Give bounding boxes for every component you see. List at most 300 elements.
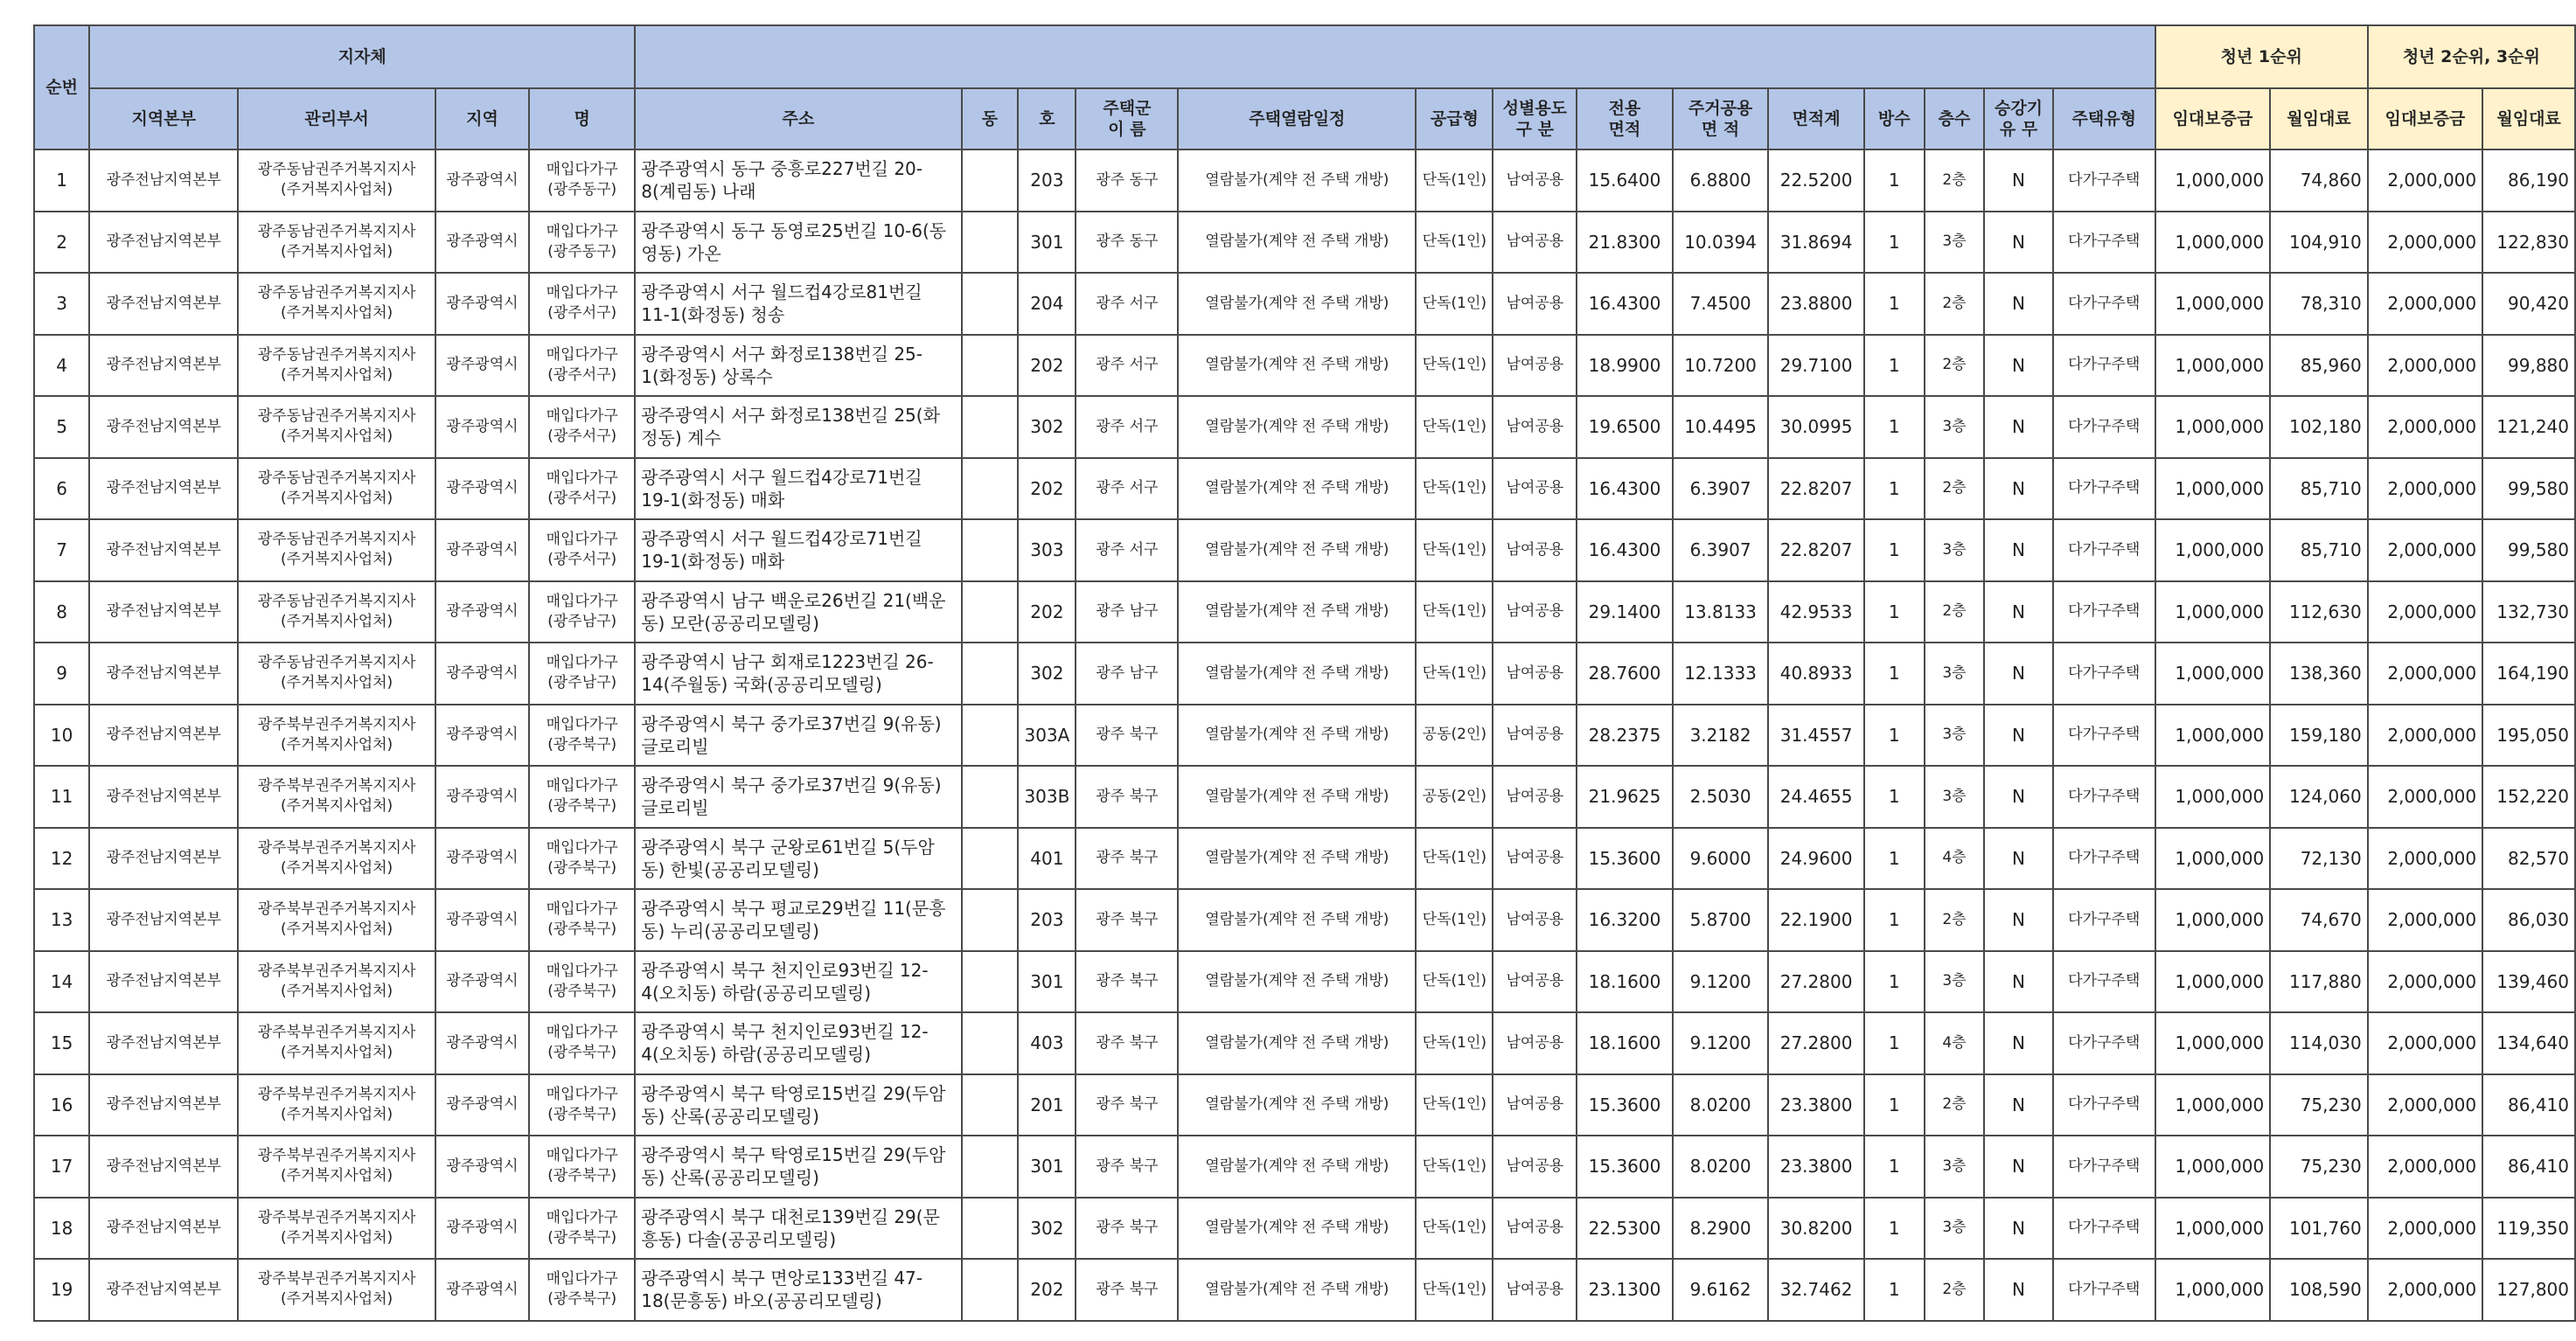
cell-common-area: 9.1200 [1673, 951, 1769, 1013]
cell-region: 광주광역시 [435, 149, 529, 212]
cell-youth23-rent: 121,240 [2482, 396, 2575, 458]
cell-gender-use: 남여공용 [1493, 581, 1577, 643]
cell-youth1-rent: 101,760 [2270, 1198, 2367, 1260]
cell-seq: 1 [34, 149, 89, 212]
cell-youth23-rent: 82,570 [2482, 828, 2575, 890]
cell-elevator: N [1984, 396, 2052, 458]
cell-youth1-deposit: 1,000,000 [2155, 581, 2270, 643]
table-row [34, 581, 2575, 643]
table-row [34, 643, 2575, 705]
cell-exclusive-area: 16.4300 [1577, 273, 1673, 335]
cell-supply-type: 단독(1인) [1416, 396, 1493, 458]
cell-hq: 광주전남지역본부 [89, 1074, 238, 1136]
cell-viewing-schedule: 열람불가(계약 전 주택 개방) [1178, 273, 1416, 335]
cell-hq: 광주전남지역본부 [89, 1259, 238, 1321]
cell-hq: 광주전남지역본부 [89, 1198, 238, 1260]
header-housing-group: 주택군 이 름 [1076, 88, 1178, 149]
cell-rooms: 1 [1864, 1012, 1925, 1074]
cell-elevator: N [1984, 335, 2052, 397]
cell-floor: 3층 [1925, 643, 1985, 705]
cell-common-area: 6.3907 [1673, 519, 1769, 581]
header-group-youth1: 청년 1순위 [2155, 25, 2368, 88]
cell-dept: 광주동남권주거복지지사 (주거복지사업처) [238, 149, 435, 212]
cell-seq: 19 [34, 1259, 89, 1321]
cell-youth23-rent: 86,410 [2482, 1136, 2575, 1198]
cell-housing-type: 다가구주택 [2053, 1198, 2155, 1260]
cell-youth1-deposit: 1,000,000 [2155, 766, 2270, 828]
cell-youth1-deposit: 1,000,000 [2155, 705, 2270, 767]
cell-youth23-rent: 127,800 [2482, 1259, 2575, 1321]
cell-youth1-deposit: 1,000,000 [2155, 1012, 2270, 1074]
cell-name: 매입다가구 (광주남구) [529, 643, 635, 705]
cell-housing-type: 다가구주택 [2053, 149, 2155, 212]
table-row [34, 519, 2575, 581]
cell-gender-use: 남여공용 [1493, 1259, 1577, 1321]
cell-common-area: 10.7200 [1673, 335, 1769, 397]
header-seq: 순번 [34, 25, 89, 149]
cell-floor: 2층 [1925, 335, 1985, 397]
cell-rooms: 1 [1864, 273, 1925, 335]
table-row [34, 766, 2575, 828]
cell-youth23-deposit: 2,000,000 [2368, 1136, 2482, 1198]
cell-common-area: 12.1333 [1673, 643, 1769, 705]
cell-hq: 광주전남지역본부 [89, 581, 238, 643]
cell-common-area: 9.1200 [1673, 1012, 1769, 1074]
cell-address: 광주광역시 서구 월드컵4강로81번길 11-1(화정동) 청송 [635, 273, 961, 335]
cell-youth1-rent: 74,670 [2270, 889, 2367, 951]
cell-common-area: 5.8700 [1673, 889, 1769, 951]
cell-elevator: N [1984, 458, 2052, 520]
cell-dept: 광주북부권주거복지지사 (주거복지사업처) [238, 951, 435, 1013]
cell-common-area: 8.0200 [1673, 1136, 1769, 1198]
cell-seq: 10 [34, 705, 89, 767]
cell-youth23-deposit: 2,000,000 [2368, 581, 2482, 643]
cell-elevator: N [1984, 1074, 2052, 1136]
cell-housing-group: 광주 북구 [1076, 951, 1178, 1013]
table-body [34, 149, 2575, 1321]
cell-gender-use: 남여공용 [1493, 273, 1577, 335]
cell-housing-type: 다가구주택 [2053, 273, 2155, 335]
cell-housing-group: 광주 서구 [1076, 458, 1178, 520]
cell-common-area: 7.4500 [1673, 273, 1769, 335]
cell-name: 매입다가구 (광주북구) [529, 1198, 635, 1260]
cell-seq: 4 [34, 335, 89, 397]
cell-dept: 광주동남권주거복지지사 (주거복지사업처) [238, 519, 435, 581]
cell-housing-group: 광주 서구 [1076, 519, 1178, 581]
cell-youth23-deposit: 2,000,000 [2368, 519, 2482, 581]
cell-housing-group: 광주 서구 [1076, 273, 1178, 335]
cell-common-area: 13.8133 [1673, 581, 1769, 643]
cell-viewing-schedule: 열람불가(계약 전 주택 개방) [1178, 519, 1416, 581]
cell-ho: 301 [1018, 951, 1076, 1013]
cell-elevator: N [1984, 1198, 2052, 1260]
cell-youth23-deposit: 2,000,000 [2368, 273, 2482, 335]
cell-region: 광주광역시 [435, 766, 529, 828]
cell-youth1-rent: 75,230 [2270, 1074, 2367, 1136]
cell-ho: 202 [1018, 458, 1076, 520]
cell-total-area: 22.5200 [1768, 149, 1864, 212]
cell-rooms: 1 [1864, 1198, 1925, 1260]
cell-youth23-deposit: 2,000,000 [2368, 1012, 2482, 1074]
table-row [34, 273, 2575, 335]
cell-address: 광주광역시 남구 백운로26번길 21(백운동) 모란(공공리모델링) [635, 581, 961, 643]
cell-supply-type: 단독(1인) [1416, 1198, 1493, 1260]
cell-youth23-rent: 195,050 [2482, 705, 2575, 767]
header-youth23-rent: 월임대료 [2482, 88, 2575, 149]
cell-housing-type: 다가구주택 [2053, 1074, 2155, 1136]
cell-viewing-schedule: 열람불가(계약 전 주택 개방) [1178, 1074, 1416, 1136]
cell-ho: 302 [1018, 396, 1076, 458]
cell-name: 매입다가구 (광주동구) [529, 149, 635, 212]
table-row [34, 335, 2575, 397]
cell-dong [962, 519, 1019, 581]
cell-name: 매입다가구 (광주서구) [529, 458, 635, 520]
cell-floor: 3층 [1925, 951, 1985, 1013]
table-row [34, 212, 2575, 274]
cell-housing-group: 광주 남구 [1076, 581, 1178, 643]
cell-common-area: 8.0200 [1673, 1074, 1769, 1136]
cell-ho: 202 [1018, 581, 1076, 643]
cell-floor: 3층 [1925, 766, 1985, 828]
cell-housing-type: 다가구주택 [2053, 458, 2155, 520]
cell-name: 매입다가구 (광주북구) [529, 1259, 635, 1321]
cell-youth1-deposit: 1,000,000 [2155, 335, 2270, 397]
header-housing-type: 주택유형 [2053, 88, 2155, 149]
cell-gender-use: 남여공용 [1493, 519, 1577, 581]
cell-name: 매입다가구 (광주북구) [529, 1012, 635, 1074]
cell-youth1-rent: 117,880 [2270, 951, 2367, 1013]
cell-youth1-rent: 104,910 [2270, 212, 2367, 274]
cell-dong [962, 1259, 1019, 1321]
cell-youth1-deposit: 1,000,000 [2155, 1198, 2270, 1260]
cell-rooms: 1 [1864, 335, 1925, 397]
cell-youth23-rent: 164,190 [2482, 643, 2575, 705]
cell-exclusive-area: 18.1600 [1577, 951, 1673, 1013]
cell-youth23-rent: 132,730 [2482, 581, 2575, 643]
cell-dong [962, 951, 1019, 1013]
cell-supply-type: 단독(1인) [1416, 581, 1493, 643]
cell-elevator: N [1984, 1259, 2052, 1321]
cell-supply-type: 단독(1인) [1416, 335, 1493, 397]
cell-total-area: 27.2800 [1768, 951, 1864, 1013]
cell-rooms: 1 [1864, 1074, 1925, 1136]
cell-hq: 광주전남지역본부 [89, 519, 238, 581]
cell-dong [962, 458, 1019, 520]
cell-address: 광주광역시 북구 천지인로93번길 12-4(오치동) 하람(공공리모델링) [635, 951, 961, 1013]
cell-floor: 3층 [1925, 519, 1985, 581]
header-dong: 동 [962, 88, 1019, 149]
cell-supply-type: 단독(1인) [1416, 1259, 1493, 1321]
header-viewing-schedule: 주택열람일정 [1178, 88, 1416, 149]
cell-dong [962, 396, 1019, 458]
cell-viewing-schedule: 열람불가(계약 전 주택 개방) [1178, 951, 1416, 1013]
cell-exclusive-area: 23.1300 [1577, 1259, 1673, 1321]
cell-exclusive-area: 21.8300 [1577, 212, 1673, 274]
header-rooms: 방수 [1864, 88, 1925, 149]
cell-name: 매입다가구 (광주북구) [529, 705, 635, 767]
cell-housing-type: 다가구주택 [2053, 212, 2155, 274]
cell-supply-type: 단독(1인) [1416, 212, 1493, 274]
cell-elevator: N [1984, 705, 2052, 767]
cell-housing-group: 광주 북구 [1076, 1198, 1178, 1260]
cell-exclusive-area: 16.3200 [1577, 889, 1673, 951]
cell-rooms: 1 [1864, 1259, 1925, 1321]
header-group-local: 지자체 [89, 25, 635, 88]
cell-elevator: N [1984, 889, 2052, 951]
cell-elevator: N [1984, 273, 2052, 335]
cell-youth23-rent: 134,640 [2482, 1012, 2575, 1074]
cell-floor: 3층 [1925, 1198, 1985, 1260]
cell-youth23-rent: 139,460 [2482, 951, 2575, 1013]
cell-total-area: 42.9533 [1768, 581, 1864, 643]
cell-exclusive-area: 18.9900 [1577, 335, 1673, 397]
cell-viewing-schedule: 열람불가(계약 전 주택 개방) [1178, 396, 1416, 458]
table-row [34, 705, 2575, 767]
cell-dong [962, 828, 1019, 890]
cell-rooms: 1 [1864, 519, 1925, 581]
cell-exclusive-area: 16.4300 [1577, 519, 1673, 581]
cell-youth23-rent: 86,410 [2482, 1074, 2575, 1136]
cell-address: 광주광역시 북구 군왕로61번길 5(두암동) 한빛(공공리모델링) [635, 828, 961, 890]
cell-common-area: 3.2182 [1673, 705, 1769, 767]
cell-viewing-schedule: 열람불가(계약 전 주택 개방) [1178, 1198, 1416, 1260]
cell-total-area: 24.4655 [1768, 766, 1864, 828]
cell-total-area: 22.8207 [1768, 519, 1864, 581]
cell-region: 광주광역시 [435, 643, 529, 705]
cell-total-area: 23.3800 [1768, 1136, 1864, 1198]
cell-youth23-deposit: 2,000,000 [2368, 766, 2482, 828]
cell-housing-group: 광주 북구 [1076, 766, 1178, 828]
header-group-blank [635, 25, 2155, 88]
cell-address: 광주광역시 동구 동영로25번길 10-6(동영동) 가온 [635, 212, 961, 274]
cell-elevator: N [1984, 1136, 2052, 1198]
cell-youth1-deposit: 1,000,000 [2155, 1259, 2270, 1321]
cell-rooms: 1 [1864, 396, 1925, 458]
cell-seq: 12 [34, 828, 89, 890]
cell-dong [962, 581, 1019, 643]
cell-ho: 302 [1018, 643, 1076, 705]
cell-rooms: 1 [1864, 951, 1925, 1013]
cell-supply-type: 단독(1인) [1416, 273, 1493, 335]
cell-hq: 광주전남지역본부 [89, 643, 238, 705]
cell-dong [962, 1136, 1019, 1198]
cell-housing-type: 다가구주택 [2053, 766, 2155, 828]
header-address: 주소 [635, 88, 961, 149]
cell-youth23-deposit: 2,000,000 [2368, 643, 2482, 705]
cell-address: 광주광역시 북구 탁영로15번길 29(두암동) 산록(공공리모델링) [635, 1136, 961, 1198]
cell-region: 광주광역시 [435, 273, 529, 335]
cell-youth1-rent: 74,860 [2270, 149, 2367, 212]
cell-hq: 광주전남지역본부 [89, 828, 238, 890]
cell-seq: 16 [34, 1074, 89, 1136]
cell-dong [962, 1012, 1019, 1074]
cell-supply-type: 단독(1인) [1416, 828, 1493, 890]
table-row [34, 1012, 2575, 1074]
table-row [34, 951, 2575, 1013]
header-gender-use: 성별용도 구 분 [1493, 88, 1577, 149]
cell-dong [962, 643, 1019, 705]
cell-region: 광주광역시 [435, 335, 529, 397]
cell-name: 매입다가구 (광주북구) [529, 951, 635, 1013]
cell-name: 매입다가구 (광주서구) [529, 273, 635, 335]
cell-rooms: 1 [1864, 766, 1925, 828]
cell-gender-use: 남여공용 [1493, 828, 1577, 890]
cell-elevator: N [1984, 951, 2052, 1013]
cell-youth23-deposit: 2,000,000 [2368, 1198, 2482, 1260]
cell-dept: 광주북부권주거복지지사 (주거복지사업처) [238, 1136, 435, 1198]
cell-ho: 303B [1018, 766, 1076, 828]
table-row [34, 889, 2575, 951]
cell-dong [962, 212, 1019, 274]
cell-hq: 광주전남지역본부 [89, 889, 238, 951]
cell-seq: 6 [34, 458, 89, 520]
cell-viewing-schedule: 열람불가(계약 전 주택 개방) [1178, 766, 1416, 828]
cell-supply-type: 공동(2인) [1416, 766, 1493, 828]
cell-supply-type: 단독(1인) [1416, 1136, 1493, 1198]
cell-gender-use: 남여공용 [1493, 212, 1577, 274]
cell-youth1-deposit: 1,000,000 [2155, 519, 2270, 581]
cell-dept: 광주동남권주거복지지사 (주거복지사업처) [238, 581, 435, 643]
cell-housing-type: 다가구주택 [2053, 581, 2155, 643]
cell-address: 광주광역시 북구 면앙로133번길 47-18(문흥동) 바오(공공리모델링) [635, 1259, 961, 1321]
cell-total-area: 29.7100 [1768, 335, 1864, 397]
cell-region: 광주광역시 [435, 705, 529, 767]
cell-youth1-rent: 114,030 [2270, 1012, 2367, 1074]
header-exclusive-area: 전용 면적 [1577, 88, 1673, 149]
cell-region: 광주광역시 [435, 828, 529, 890]
cell-region: 광주광역시 [435, 951, 529, 1013]
cell-floor: 2층 [1925, 273, 1985, 335]
cell-rooms: 1 [1864, 828, 1925, 890]
cell-name: 매입다가구 (광주서구) [529, 519, 635, 581]
cell-hq: 광주전남지역본부 [89, 766, 238, 828]
cell-seq: 8 [34, 581, 89, 643]
cell-gender-use: 남여공용 [1493, 951, 1577, 1013]
cell-region: 광주광역시 [435, 458, 529, 520]
header-youth23-deposit: 임대보증금 [2368, 88, 2482, 149]
cell-housing-type: 다가구주택 [2053, 828, 2155, 890]
cell-supply-type: 단독(1인) [1416, 458, 1493, 520]
cell-address: 광주광역시 동구 중흥로227번길 20-8(계림동) 나래 [635, 149, 961, 212]
cell-hq: 광주전남지역본부 [89, 1136, 238, 1198]
cell-region: 광주광역시 [435, 1074, 529, 1136]
cell-hq: 광주전남지역본부 [89, 458, 238, 520]
cell-region: 광주광역시 [435, 1198, 529, 1260]
cell-dong [962, 889, 1019, 951]
cell-dept: 광주북부권주거복지지사 (주거복지사업처) [238, 1259, 435, 1321]
cell-youth1-deposit: 1,000,000 [2155, 951, 2270, 1013]
cell-floor: 3층 [1925, 396, 1985, 458]
cell-housing-type: 다가구주택 [2053, 335, 2155, 397]
cell-gender-use: 남여공용 [1493, 149, 1577, 212]
cell-youth1-rent: 138,360 [2270, 643, 2367, 705]
cell-ho: 203 [1018, 889, 1076, 951]
cell-dept: 광주북부권주거복지지사 (주거복지사업처) [238, 766, 435, 828]
cell-youth1-rent: 85,960 [2270, 335, 2367, 397]
cell-gender-use: 남여공용 [1493, 1136, 1577, 1198]
cell-seq: 18 [34, 1198, 89, 1260]
cell-youth23-deposit: 2,000,000 [2368, 828, 2482, 890]
cell-total-area: 23.8800 [1768, 273, 1864, 335]
cell-region: 광주광역시 [435, 1259, 529, 1321]
cell-exclusive-area: 18.1600 [1577, 1012, 1673, 1074]
cell-address: 광주광역시 서구 월드컵4강로71번길 19-1(화정동) 매화 [635, 458, 961, 520]
cell-total-area: 27.2800 [1768, 1012, 1864, 1074]
header-youth1-rent: 월임대료 [2270, 88, 2367, 149]
cell-youth23-rent: 122,830 [2482, 212, 2575, 274]
cell-ho: 401 [1018, 828, 1076, 890]
cell-total-area: 31.8694 [1768, 212, 1864, 274]
cell-total-area: 23.3800 [1768, 1074, 1864, 1136]
cell-youth1-deposit: 1,000,000 [2155, 1074, 2270, 1136]
cell-youth23-rent: 90,420 [2482, 273, 2575, 335]
cell-youth23-rent: 152,220 [2482, 766, 2575, 828]
cell-supply-type: 단독(1인) [1416, 643, 1493, 705]
cell-common-area: 10.0394 [1673, 212, 1769, 274]
cell-rooms: 1 [1864, 889, 1925, 951]
cell-youth23-deposit: 2,000,000 [2368, 889, 2482, 951]
table-row [34, 396, 2575, 458]
cell-seq: 2 [34, 212, 89, 274]
cell-supply-type: 단독(1인) [1416, 149, 1493, 212]
cell-name: 매입다가구 (광주북구) [529, 828, 635, 890]
cell-housing-type: 다가구주택 [2053, 1259, 2155, 1321]
cell-youth23-rent: 86,190 [2482, 149, 2575, 212]
cell-youth1-deposit: 1,000,000 [2155, 396, 2270, 458]
cell-region: 광주광역시 [435, 396, 529, 458]
cell-dept: 광주동남권주거복지지사 (주거복지사업처) [238, 643, 435, 705]
cell-youth1-rent: 85,710 [2270, 519, 2367, 581]
cell-housing-group: 광주 서구 [1076, 396, 1178, 458]
cell-dept: 광주동남권주거복지지사 (주거복지사업처) [238, 335, 435, 397]
cell-exclusive-area: 19.6500 [1577, 396, 1673, 458]
cell-elevator: N [1984, 766, 2052, 828]
cell-common-area: 6.8800 [1673, 149, 1769, 212]
cell-floor: 2층 [1925, 581, 1985, 643]
cell-common-area: 10.4495 [1673, 396, 1769, 458]
header-total-area: 면적계 [1768, 88, 1864, 149]
cell-elevator: N [1984, 828, 2052, 890]
cell-youth1-deposit: 1,000,000 [2155, 828, 2270, 890]
cell-youth1-deposit: 1,000,000 [2155, 1136, 2270, 1198]
cell-name: 매입다가구 (광주북구) [529, 889, 635, 951]
cell-dept: 광주북부권주거복지지사 (주거복지사업처) [238, 828, 435, 890]
cell-hq: 광주전남지역본부 [89, 396, 238, 458]
cell-rooms: 1 [1864, 643, 1925, 705]
cell-housing-group: 광주 동구 [1076, 149, 1178, 212]
header-ho: 호 [1018, 88, 1076, 149]
cell-dept: 광주북부권주거복지지사 (주거복지사업처) [238, 1012, 435, 1074]
cell-region: 광주광역시 [435, 581, 529, 643]
cell-viewing-schedule: 열람불가(계약 전 주택 개방) [1178, 335, 1416, 397]
header-name: 명 [529, 88, 635, 149]
cell-housing-type: 다가구주택 [2053, 889, 2155, 951]
table-row [34, 149, 2575, 212]
cell-seq: 7 [34, 519, 89, 581]
cell-floor: 2층 [1925, 1259, 1985, 1321]
cell-youth1-rent: 112,630 [2270, 581, 2367, 643]
cell-address: 광주광역시 북구 중가로37번길 9(유동) 글로리빌 [635, 705, 961, 767]
cell-common-area: 2.5030 [1673, 766, 1769, 828]
cell-dong [962, 149, 1019, 212]
cell-youth23-rent: 99,580 [2482, 458, 2575, 520]
cell-ho: 202 [1018, 335, 1076, 397]
cell-hq: 광주전남지역본부 [89, 149, 238, 212]
cell-housing-type: 다가구주택 [2053, 705, 2155, 767]
cell-youth1-rent: 124,060 [2270, 766, 2367, 828]
cell-elevator: N [1984, 212, 2052, 274]
table-row [34, 1074, 2575, 1136]
